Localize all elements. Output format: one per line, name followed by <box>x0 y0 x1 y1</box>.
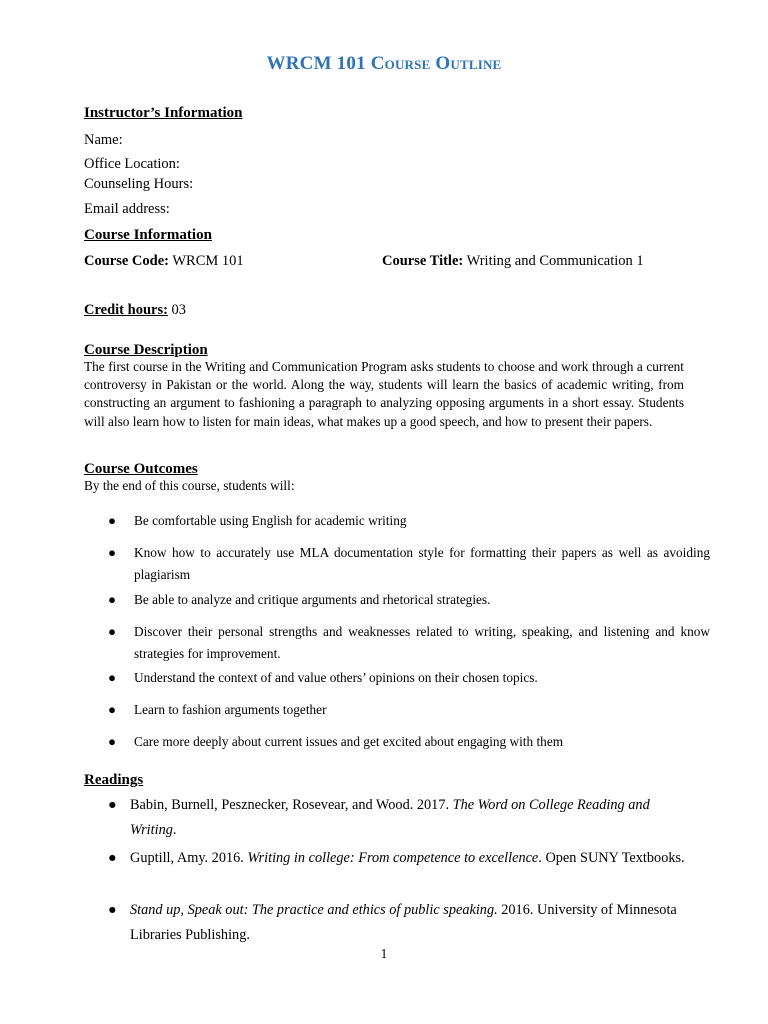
bullet-icon: ● <box>108 545 117 560</box>
bullet-icon: ● <box>108 592 117 607</box>
course-info-heading: Course Information <box>84 227 212 243</box>
reading-text-after: . Open SUNY Textbooks. <box>538 850 685 866</box>
credit-hours-value: 03 <box>171 302 187 318</box>
bullet-icon: ● <box>108 702 117 717</box>
instructor-hours-label: Counseling Hours: <box>84 176 194 192</box>
reading-text-after: 2016. University of Minnesota Libraries Publishing. <box>130 902 677 943</box>
readings-heading: Readings <box>84 772 144 788</box>
outcome-text: Care more deeply about current issues and get excited about engaging with them <box>134 734 564 749</box>
reading-item <box>108 898 690 948</box>
outcome-text: Be comfortable using English for academic writing <box>134 513 407 528</box>
course-outcomes-heading: Course Outcomes <box>84 461 198 477</box>
bullet-icon: ● <box>108 797 117 813</box>
outcome-item <box>108 621 710 664</box>
course-outcomes-intro: By the end of this course, students will: <box>84 478 295 493</box>
outcome-item <box>108 667 710 689</box>
outcome-text: Understand the context of and value others’ opinions on their chosen topics. <box>134 670 538 685</box>
bullet-icon: ● <box>108 670 117 685</box>
course-title-label: Course Title: <box>382 253 464 269</box>
reading-book-title: Writing in college: From competence to excellence <box>247 850 539 866</box>
outcome-text: Know how to accurately use MLA documentation style for formatting their papers as well as avoiding plagiarism <box>134 545 710 582</box>
course-title-line <box>382 253 644 270</box>
outcome-text: Learn to fashion arguments together <box>134 702 327 717</box>
bullet-icon: ● <box>108 513 117 528</box>
outcome-text: Be able to analyze and critique arguments and rhetorical strategies. <box>134 592 491 607</box>
reading-item <box>108 846 690 871</box>
outcome-text: Discover their personal strengths and weaknesses related to writing, speaking, and listening and know strategies for improvement. <box>134 624 710 661</box>
reading-item <box>108 793 690 843</box>
instructor-heading: Instructor’s Information <box>84 105 243 121</box>
course-title-value: Writing and Communication 1 <box>466 253 644 269</box>
instructor-name-label: Name: <box>84 132 123 148</box>
course-description-heading: Course Description <box>84 342 208 358</box>
bullet-icon: ● <box>108 902 117 918</box>
course-code-value: WRCM 101 <box>172 253 244 269</box>
document-title <box>0 53 768 75</box>
outcome-item <box>108 699 710 721</box>
course-code-line <box>84 253 244 270</box>
page-number: 1 <box>380 946 388 961</box>
credit-hours-label: Credit hours: <box>84 302 168 318</box>
bullet-icon: ● <box>108 624 117 639</box>
reading-book-title: Stand up, Speak out: The practice and ethics of public speaking. <box>130 902 498 918</box>
outcome-item <box>108 731 710 753</box>
reading-text-before: Babin, Burnell, Pesznecker, Rosevear, and Wood. 2017. <box>130 797 453 813</box>
title-word-outline: Outline <box>435 53 502 74</box>
title-course-code: WRCM 101 <box>266 53 366 74</box>
bullet-icon: ● <box>108 850 117 866</box>
reading-text-before: Guptill, Amy. 2016. <box>130 850 248 866</box>
credit-hours-line <box>84 302 186 319</box>
bullet-icon: ● <box>108 734 117 749</box>
instructor-email-label: Email address: <box>84 201 170 217</box>
outcome-item <box>108 542 710 585</box>
course-description-text: The first course in the Writing and Communication Program asks students to choose and work through a current controversy in Pakistan or the world. Along the way, students will learn the basics of academic writing, from constructing an argument to fashioning a paragraph to analyzing opposing arguments in a short essay. Students will also learn how to listen for main ideas, what makes up a good speech, and how to present their papers. <box>84 359 684 429</box>
outcome-item <box>108 589 710 611</box>
reading-text-after: . <box>172 822 177 838</box>
instructor-office-label: Office Location: <box>84 156 180 172</box>
title-word-course: Course <box>370 53 431 74</box>
course-code-label: Course Code: <box>84 253 169 269</box>
outcome-item <box>108 510 710 532</box>
reading-book-title: The Word on College Reading and Writing <box>130 797 650 838</box>
